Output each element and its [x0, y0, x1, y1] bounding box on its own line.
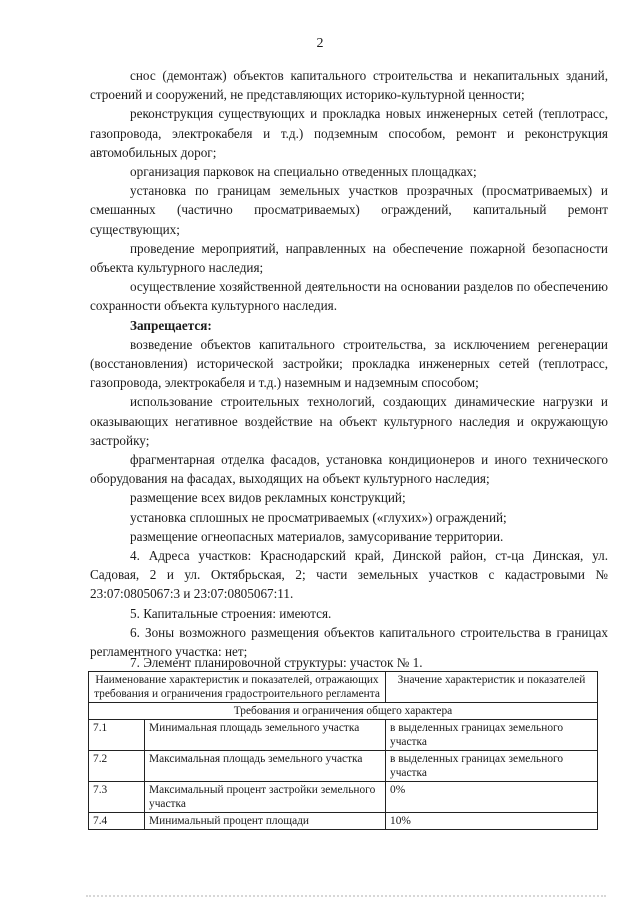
table-section-row	[89, 703, 598, 720]
paragraph: установка по границам земельных участков прозрачных (просматриваемых) и смешанных (частично просматриваемых) ограждений, капитальный ремонт существующих;	[90, 183, 608, 237]
table-row	[89, 813, 598, 830]
prohibited-heading: Запрещается:	[130, 317, 212, 333]
page-number: 2	[316, 36, 324, 51]
row-number: 7.2	[89, 751, 145, 782]
prohibited-item: использование строительных технологий, создающих динамические нагрузки и оказывающих негативное воздействие на объект культурного наследия и окружающую застройку;	[90, 394, 608, 448]
row-number: 7.3	[89, 782, 145, 813]
table-row	[89, 720, 598, 751]
header-characteristics: Наименование характеристик и показателей, отражающих требования и ограничения градостроительного регламента	[89, 672, 386, 703]
row-value: 10%	[386, 813, 598, 830]
prohibited-item: фрагментарная отделка фасадов, установка кондиционеров и иного технического оборудования на фасадах, выходящих на объект культурного наследия;	[90, 452, 608, 487]
header-values: Значение характеристик и показателей	[386, 672, 598, 703]
scan-artifact	[86, 889, 606, 897]
paragraph: снос (демонтаж) объектов капитального строительства и некапитальных зданий, строений и сооружений, не представляющих историко-культурной ценности;	[90, 68, 608, 103]
table-row	[89, 751, 598, 782]
numbered-item: 4. Адреса участков: Краснодарский край, Динской район, ст-ца Динская, ул. Садовая, 2 и ул. Октябрьская, 2; части земельных участков с кадастровыми № 23:07:0805067:3 и 23:07:0805067:11.	[90, 548, 608, 602]
row-number: 7.1	[89, 720, 145, 751]
prohibited-item: установка сплошных не просматриваемых («глухих») ограждений;	[130, 509, 507, 525]
table-caption: 7. Элемент планировочной структуры: участок № 1.	[130, 655, 423, 670]
paragraph: осуществление хозяйственной деятельности на основании разделов по обеспечению сохранности объекта культурного наследия.	[90, 279, 608, 314]
prohibited-item: размещение всех видов рекламных конструкций;	[130, 490, 406, 506]
row-value: в выделенных границах земельного участка	[386, 720, 598, 751]
numbered-item: 6. Зоны возможного размещения объектов капитального строительства в границах регламентного участка: нет;	[90, 624, 608, 660]
document-body	[90, 66, 608, 661]
table-row	[89, 782, 598, 813]
row-value: 0%	[386, 782, 598, 813]
row-number: 7.4	[89, 813, 145, 830]
row-name: Минимальная площадь земельного участка	[145, 720, 386, 751]
numbered-item: 5. Капитальные строения: имеются.	[130, 605, 332, 621]
table-header-row	[89, 672, 598, 703]
prohibited-item: возведение объектов капитального строительства, за исключением регенерации (восстановления) исторической застройки; прокладка инженерных сетей (теплотрасс, газопровода, электрокабеля и т.д.) наземным и надземным способом;	[90, 336, 608, 391]
paragraph: реконструкция существующих и прокладка новых инженерных сетей (теплотрасс, газопровода, электрокабеля и т.д.) подземным способом, ремонт и реконструкция автомобильных дорог;	[90, 106, 608, 160]
row-name: Максимальный процент застройки земельного участка	[145, 782, 386, 813]
regulation-table	[88, 671, 598, 830]
paragraph: организация парковок на специально отведенных площадках;	[130, 164, 477, 180]
paragraph: проведение мероприятий, направленных на обеспечение пожарной безопасности объекта культурного наследия;	[90, 240, 608, 276]
row-value: в выделенных границах земельного участка	[386, 751, 598, 782]
prohibited-item: размещение огнеопасных материалов, замусоривание территории.	[130, 528, 504, 544]
row-name: Максимальная площадь земельного участка	[145, 751, 386, 782]
section-title: Требования и ограничения общего характера	[89, 703, 598, 720]
row-name: Минимальный процент площади	[145, 813, 386, 830]
